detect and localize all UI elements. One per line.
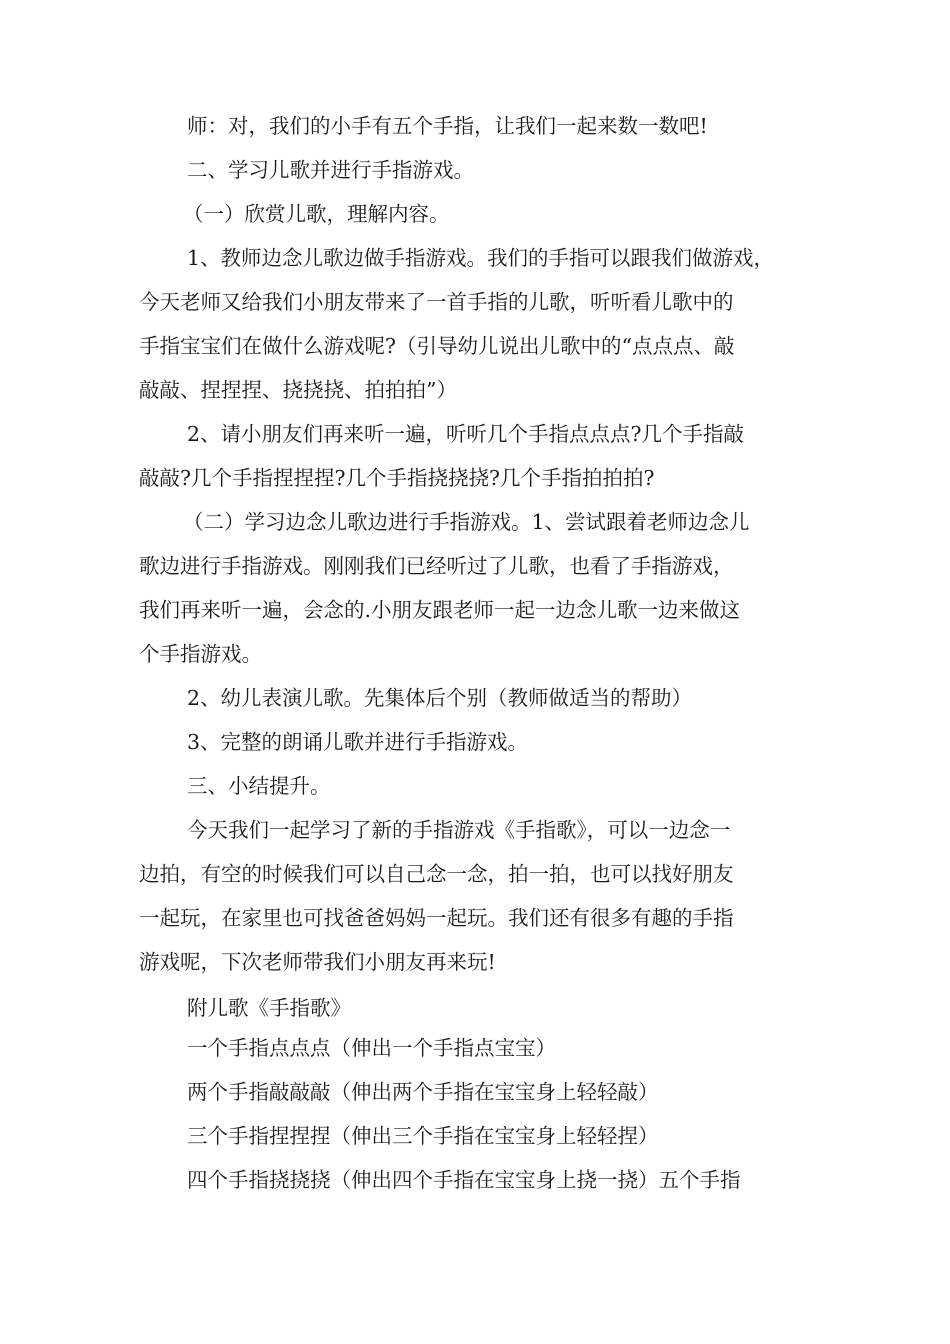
- text-line: 1、教师边念儿歌边做手指游戏。我们的手指可以跟我们做游戏，: [187, 246, 775, 270]
- section-heading: 三、小结提升。: [187, 774, 331, 798]
- text-line: 3、完整的朗诵儿歌并进行手指游戏。: [187, 730, 529, 754]
- text-line: 手指宝宝们在做什么游戏呢?（引导幼儿说出儿歌中的“点点点、敲: [139, 334, 735, 358]
- subsection-heading: （二）学习边念儿歌边进行手指游戏。1、尝试跟着老师边念儿: [183, 510, 750, 534]
- song-title: 附儿歌《手指歌》: [187, 996, 351, 1020]
- text-line: 今天老师又给我们小朋友带来了一首手指的儿歌，听听看儿歌中的: [139, 290, 734, 314]
- text-line: 游戏呢，下次老师带我们小朋友再来玩!: [139, 950, 496, 974]
- text-line: 敲敲?几个手指捏捏捏?几个手指挠挠挠?几个手指拍拍拍?: [139, 466, 655, 490]
- text-line: 个手指游戏。: [139, 642, 262, 666]
- song-line: 四个手指挠挠挠（伸出四个手指在宝宝身上挠一挠）五个手指: [187, 1168, 741, 1192]
- song-line: 一个手指点点点（伸出一个手指点宝宝）: [187, 1036, 556, 1060]
- text-line: 今天我们一起学习了新的手指游戏《手指歌》，可以一边念一: [187, 818, 731, 842]
- text-line: 2、幼儿表演儿歌。先集体后个别（教师做适当的帮助）: [187, 686, 693, 710]
- song-line: 三个手指捏捏捏（伸出三个手指在宝宝身上轻轻捏）: [187, 1124, 659, 1148]
- text-line: 敲敲、捏捏捏、挠挠挠、拍拍拍”）: [139, 378, 457, 402]
- text-line: 2、请小朋友们再来听一遍，听听几个手指点点点?几个手指敲: [187, 422, 745, 446]
- text-line: 我们再来听一遍，会念的.小朋友跟老师一起一边念儿歌一边来做这: [139, 598, 741, 622]
- text-line: 一起玩，在家里也可找爸爸妈妈一起玩。我们还有很多有趣的手指: [139, 906, 734, 930]
- subsection-heading: （一）欣赏儿歌，理解内容。: [183, 202, 450, 226]
- section-heading: 二、学习儿歌并进行手指游戏。: [187, 158, 474, 182]
- song-line: 两个手指敲敲敲（伸出两个手指在宝宝身上轻轻敲）: [187, 1080, 659, 1104]
- text-line: 师：对，我们的小手有五个手指，让我们一起来数一数吧!: [187, 114, 708, 138]
- text-line: 歌边进行手指游戏。刚刚我们已经听过了儿歌，也看了手指游戏，: [139, 554, 734, 578]
- text-line: 边拍，有空的时候我们可以自己念一念，拍一拍，也可以找好朋友: [139, 862, 734, 886]
